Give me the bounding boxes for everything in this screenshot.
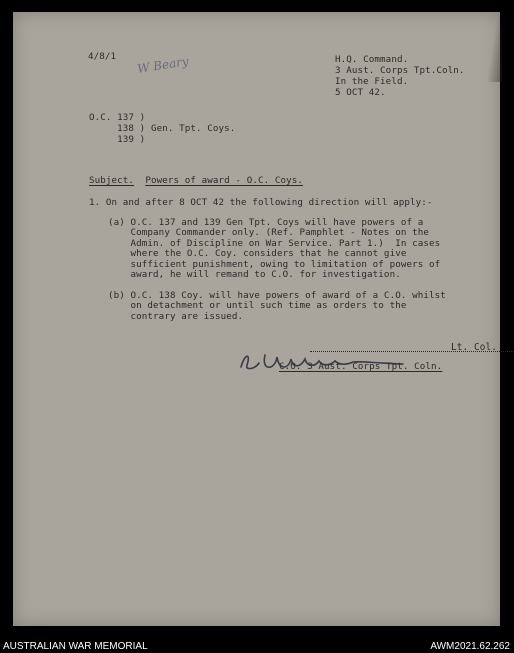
header-line-2: 3 Aust. Corps Tpt.Coln. <box>335 65 465 76</box>
page-fold-shadow <box>488 12 502 82</box>
addressee-line-2: 138 ) Gen. Tpt. Coys. <box>89 123 236 134</box>
handwritten-annotation: W Beary <box>136 54 190 76</box>
subject-text: Powers of award - O.C. Coys. <box>145 175 304 186</box>
paragraph-1: 1. On and after 8 OCT 42 the following direction will apply:- <box>89 197 433 208</box>
footer-accession-number: AWM2021.62.262 <box>430 641 510 652</box>
addressee-line-1: O.C. 137 ) <box>89 112 146 123</box>
subject-label: Subject. <box>89 175 135 186</box>
header-line-3: In the Field. <box>335 76 409 87</box>
signature-rank: Lt. Col. <box>451 342 497 353</box>
header-date: 5 OCT 42. <box>335 87 386 98</box>
subject-line <box>89 176 303 186</box>
file-reference: 4/8/1 <box>88 51 117 62</box>
addressee-line-3: 139 ) <box>89 134 146 145</box>
signature-title: C.O. 3 Aust. Corps Tpt. Coln. <box>279 361 443 372</box>
signature-block <box>235 342 497 397</box>
document-page <box>13 12 500 626</box>
paragraph-b: (b) O.C. 138 Coy. will have powers of award of a C.O. whilst on detachment or until such time as orders to the contrary are issued. <box>108 290 446 322</box>
header-line-1: H.Q. Command. <box>335 54 409 65</box>
paragraph-a: (a) O.C. 137 and 139 Gen Tpt. Coys will have powers of a Company Commander only. (Ref. Pamphlet - Notes on the Admin. of Discipline on War Service. Part 1.) In cases where the O.C. Coy. considers that he cannot give sufficient punishment, owing to limitation of powers of award, he will remand to C.O. for investigation. <box>108 217 441 281</box>
footer-institution: AUSTRALIAN WAR MEMORIAL <box>3 641 148 652</box>
